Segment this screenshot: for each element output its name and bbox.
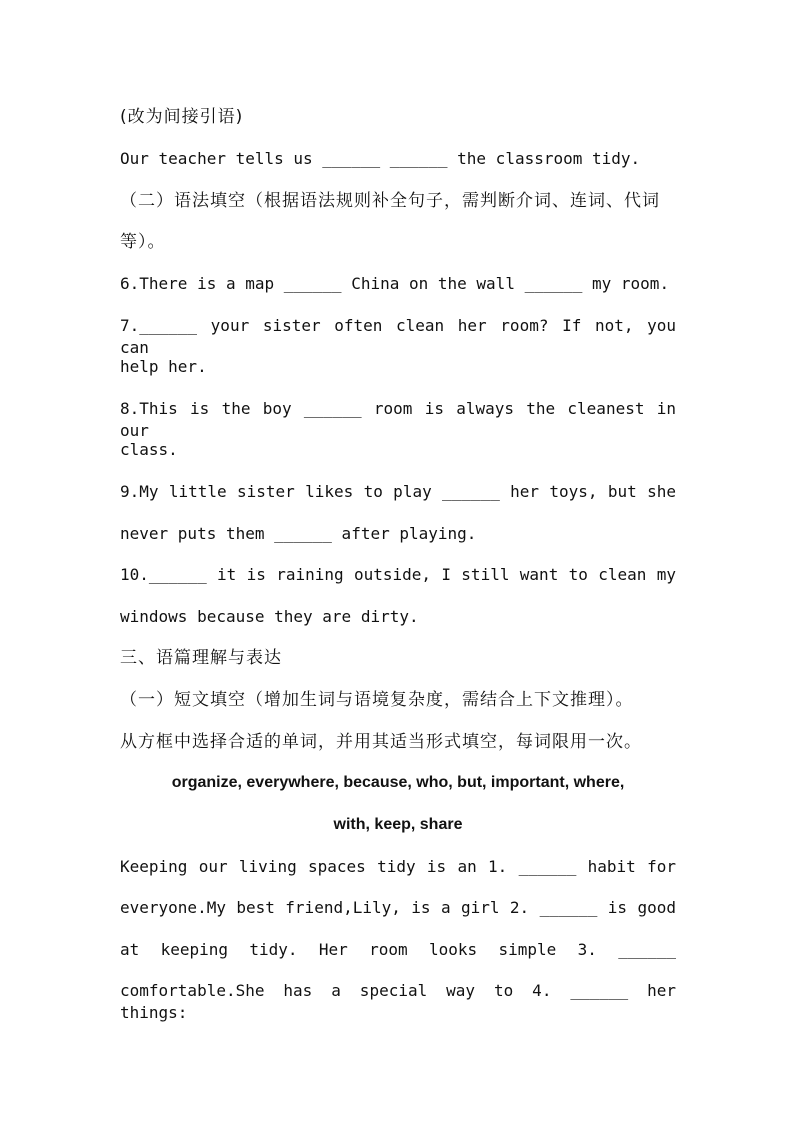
passage-line-1: Keeping our living spaces tidy is an 1. ______ habit for xyxy=(120,857,676,876)
instruction-indirect-speech: (改为间接引语) xyxy=(120,107,244,127)
part-three-heading: 三、语篇理解与表达 xyxy=(120,648,282,668)
passage-line-4: comfortable.She has a special way to 4. ______ her things: xyxy=(120,981,676,1022)
word-box-line-1: organize, everywhere, because, who, but, important, where, xyxy=(171,774,625,791)
passage-fill-instruction: 从方框中选择合适的单词，并用其适当形式填空，每词限用一次。 xyxy=(120,732,642,752)
question-7-continued: help her. xyxy=(120,357,207,376)
question-6: 6.There is a map ______ China on the wall ______ my room. xyxy=(120,274,670,293)
exercise-sentence: Our teacher tells us ______ ______ the classroom tidy. xyxy=(120,149,641,168)
question-10: 10.______ it is raining outside, I still want to clean my xyxy=(120,565,676,584)
question-8: 8.This is the boy ______ room is always the cleanest in our xyxy=(120,399,676,440)
question-10-continued: windows because they are dirty. xyxy=(120,607,419,626)
word-box-line-2: with, keep, share xyxy=(333,816,463,833)
question-9-continued: never puts them ______ after playing. xyxy=(120,524,477,543)
section-heading-continued: 等）。 xyxy=(120,232,166,252)
section-heading-grammar-fill: （二）语法填空（根据语法规则补全句子，需判断介词、连词、代词 xyxy=(120,191,660,211)
question-8-continued: class. xyxy=(120,440,178,459)
passage-line-2: everyone.My best friend,Lily, is a girl 2. ______ is good xyxy=(120,898,676,917)
section-heading-passage-fill: （一）短文填空（增加生词与语境复杂度，需结合上下文推理）。 xyxy=(120,690,634,710)
question-9: 9.My little sister likes to play ______ her toys, but she xyxy=(120,482,676,501)
question-7: 7.______ your sister often clean her room? If not, you can xyxy=(120,316,676,357)
passage-line-3: at keeping tidy. Her room looks simple 3. ______ xyxy=(120,940,676,959)
